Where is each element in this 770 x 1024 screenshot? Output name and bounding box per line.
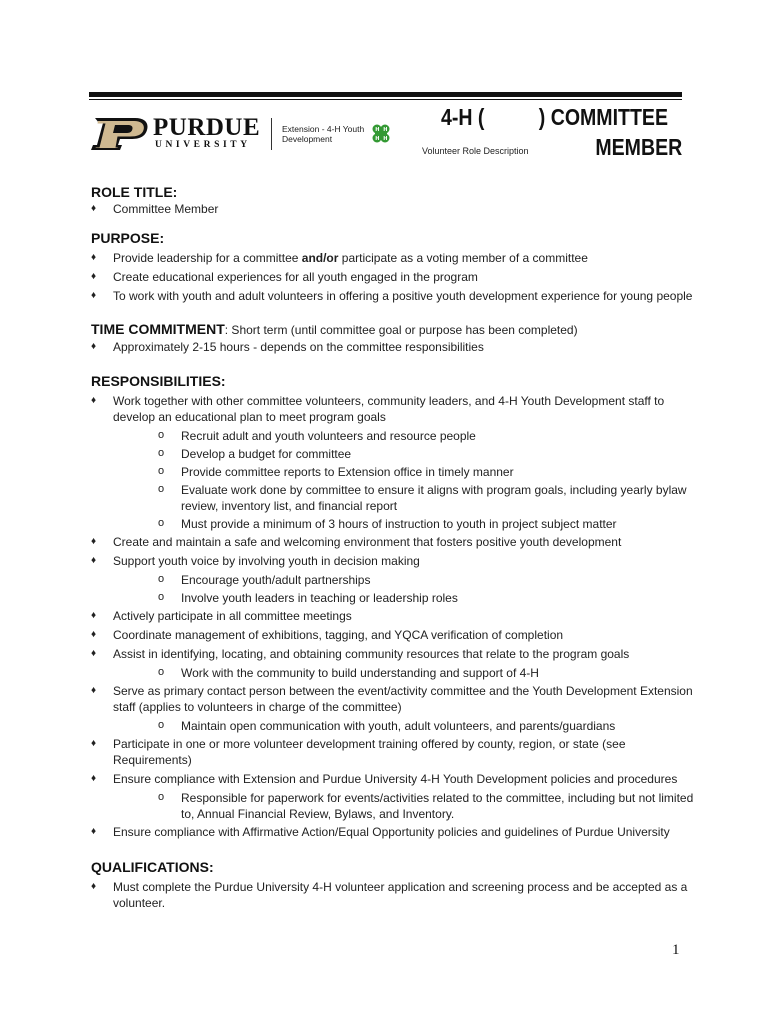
extension-label: Extension - 4-H Youth Development xyxy=(282,124,365,144)
list-item: ♦ Coordinate management of exhibitions, tagging, and YQCA verification of completion xyxy=(91,627,703,643)
list-item xyxy=(91,250,703,266)
sub-list-item: o Recruit adult and youth volunteers and resource people xyxy=(91,428,703,444)
sub-list-item: o Involve youth leaders in teaching or leadership roles xyxy=(91,590,703,606)
purpose-list xyxy=(91,250,703,304)
logo-divider xyxy=(271,118,272,150)
sub-list-item: o Responsible for paperwork for events/activities related to the committee, including but not limited to, Annual Financial Review, Bylaws, and Inventory. xyxy=(91,790,703,822)
page-number: 1 xyxy=(672,942,680,958)
list-item: ♦ Assist in identifying, locating, and obtaining community resources that relate to the program goals xyxy=(91,646,703,662)
time-commitment-heading: TIME COMMITMENT xyxy=(91,321,225,337)
purdue-p-logo-icon xyxy=(89,118,149,150)
list-item: ♦ Committee Member xyxy=(91,201,703,217)
list-item: ♦ Participate in one or more volunteer development training offered by county, region, or state (see Requirements) xyxy=(91,736,703,768)
sub-list-item: o Must provide a minimum of 3 hours of instruction to youth in project subject matter xyxy=(91,516,703,532)
sub-list-item: o Work with the community to build understanding and support of 4-H xyxy=(91,665,703,681)
sub-list-item: o Provide committee reports to Extension office in timely manner xyxy=(91,464,703,480)
four-h-clover-icon xyxy=(369,122,393,146)
svg-text:H: H xyxy=(375,136,380,142)
header-rule-thick xyxy=(89,92,682,97)
qualifications-heading: QUALIFICATIONS: xyxy=(91,859,214,875)
list-item: ♦ Ensure compliance with Affirmative Action/Equal Opportunity policies and guidelines of Purdue University xyxy=(91,824,703,840)
document-title-line2: MEMBER xyxy=(595,134,682,160)
document-subtitle: Volunteer Role Description xyxy=(422,146,529,156)
document-title-line1: 4-H ( ) COMMITTEE xyxy=(441,104,669,130)
list-item: ♦ Serve as primary contact person between the event/activity committee and the Youth Development Extension staff (applies to volunteers in charge of the committee) xyxy=(91,683,703,715)
time-commitment-list xyxy=(91,339,703,355)
list-item: ♦ Support youth voice by involving youth in decision making xyxy=(91,553,703,569)
document-body xyxy=(91,183,703,914)
sub-list-item: o Evaluate work done by committee to ensure it aligns with program goals, including yearly bylaw review, inventory list, and financial report xyxy=(91,482,703,514)
role-title-list xyxy=(91,201,703,217)
responsibilities-heading: RESPONSIBILITIES: xyxy=(91,373,226,389)
list-item: ♦ Approximately 2-15 hours - depends on the committee responsibilities xyxy=(91,339,703,355)
purpose-text: Provide leadership for a committee xyxy=(113,251,302,265)
list-item: ♦ Ensure compliance with Extension and Purdue University 4-H Youth Development policies and procedures xyxy=(91,771,703,787)
logo-wordmark: PURDUE xyxy=(153,114,261,141)
list-item: ♦ To work with youth and adult volunteers in offering a positive youth development experience for young people xyxy=(91,288,703,304)
svg-text:H: H xyxy=(383,136,388,142)
sub-list-item: o Develop a budget for committee xyxy=(91,446,703,462)
list-item: ♦ Create and maintain a safe and welcoming environment that fosters positive youth development xyxy=(91,534,703,550)
time-commitment-row xyxy=(91,320,703,339)
purpose-heading: PURPOSE: xyxy=(91,230,165,246)
list-item: ♦ Actively participate in all committee meetings xyxy=(91,608,703,624)
purpose-emphasis: and/or xyxy=(301,251,339,265)
svg-text:H: H xyxy=(375,127,380,133)
qualifications-list xyxy=(91,879,703,911)
header-rule-thin xyxy=(89,99,682,100)
list-item: ♦ Create educational experiences for all youth engaged in the program xyxy=(91,269,703,285)
logo-university: UNIVERSITY xyxy=(155,140,251,150)
sub-list-item: o Encourage youth/adult partnerships xyxy=(91,572,703,588)
role-title-heading: ROLE TITLE: xyxy=(91,184,178,200)
purpose-text: participate as a voting member of a committee xyxy=(338,251,588,265)
time-commitment-desc: : Short term (until committee goal or purpose has been completed) xyxy=(224,323,578,337)
list-item: ♦ Must complete the Purdue University 4-H volunteer application and screening process and be accepted as a volunteer. xyxy=(91,879,703,911)
sub-list-item: o Maintain open communication with youth, adult volunteers, and parents/guardians xyxy=(91,718,703,734)
list-item: ♦ Work together with other committee volunteers, community leaders, and 4-H Youth Development staff to develop an educational plan to meet program goals xyxy=(91,393,703,425)
responsibilities-list xyxy=(91,393,703,840)
svg-text:H: H xyxy=(383,127,388,133)
